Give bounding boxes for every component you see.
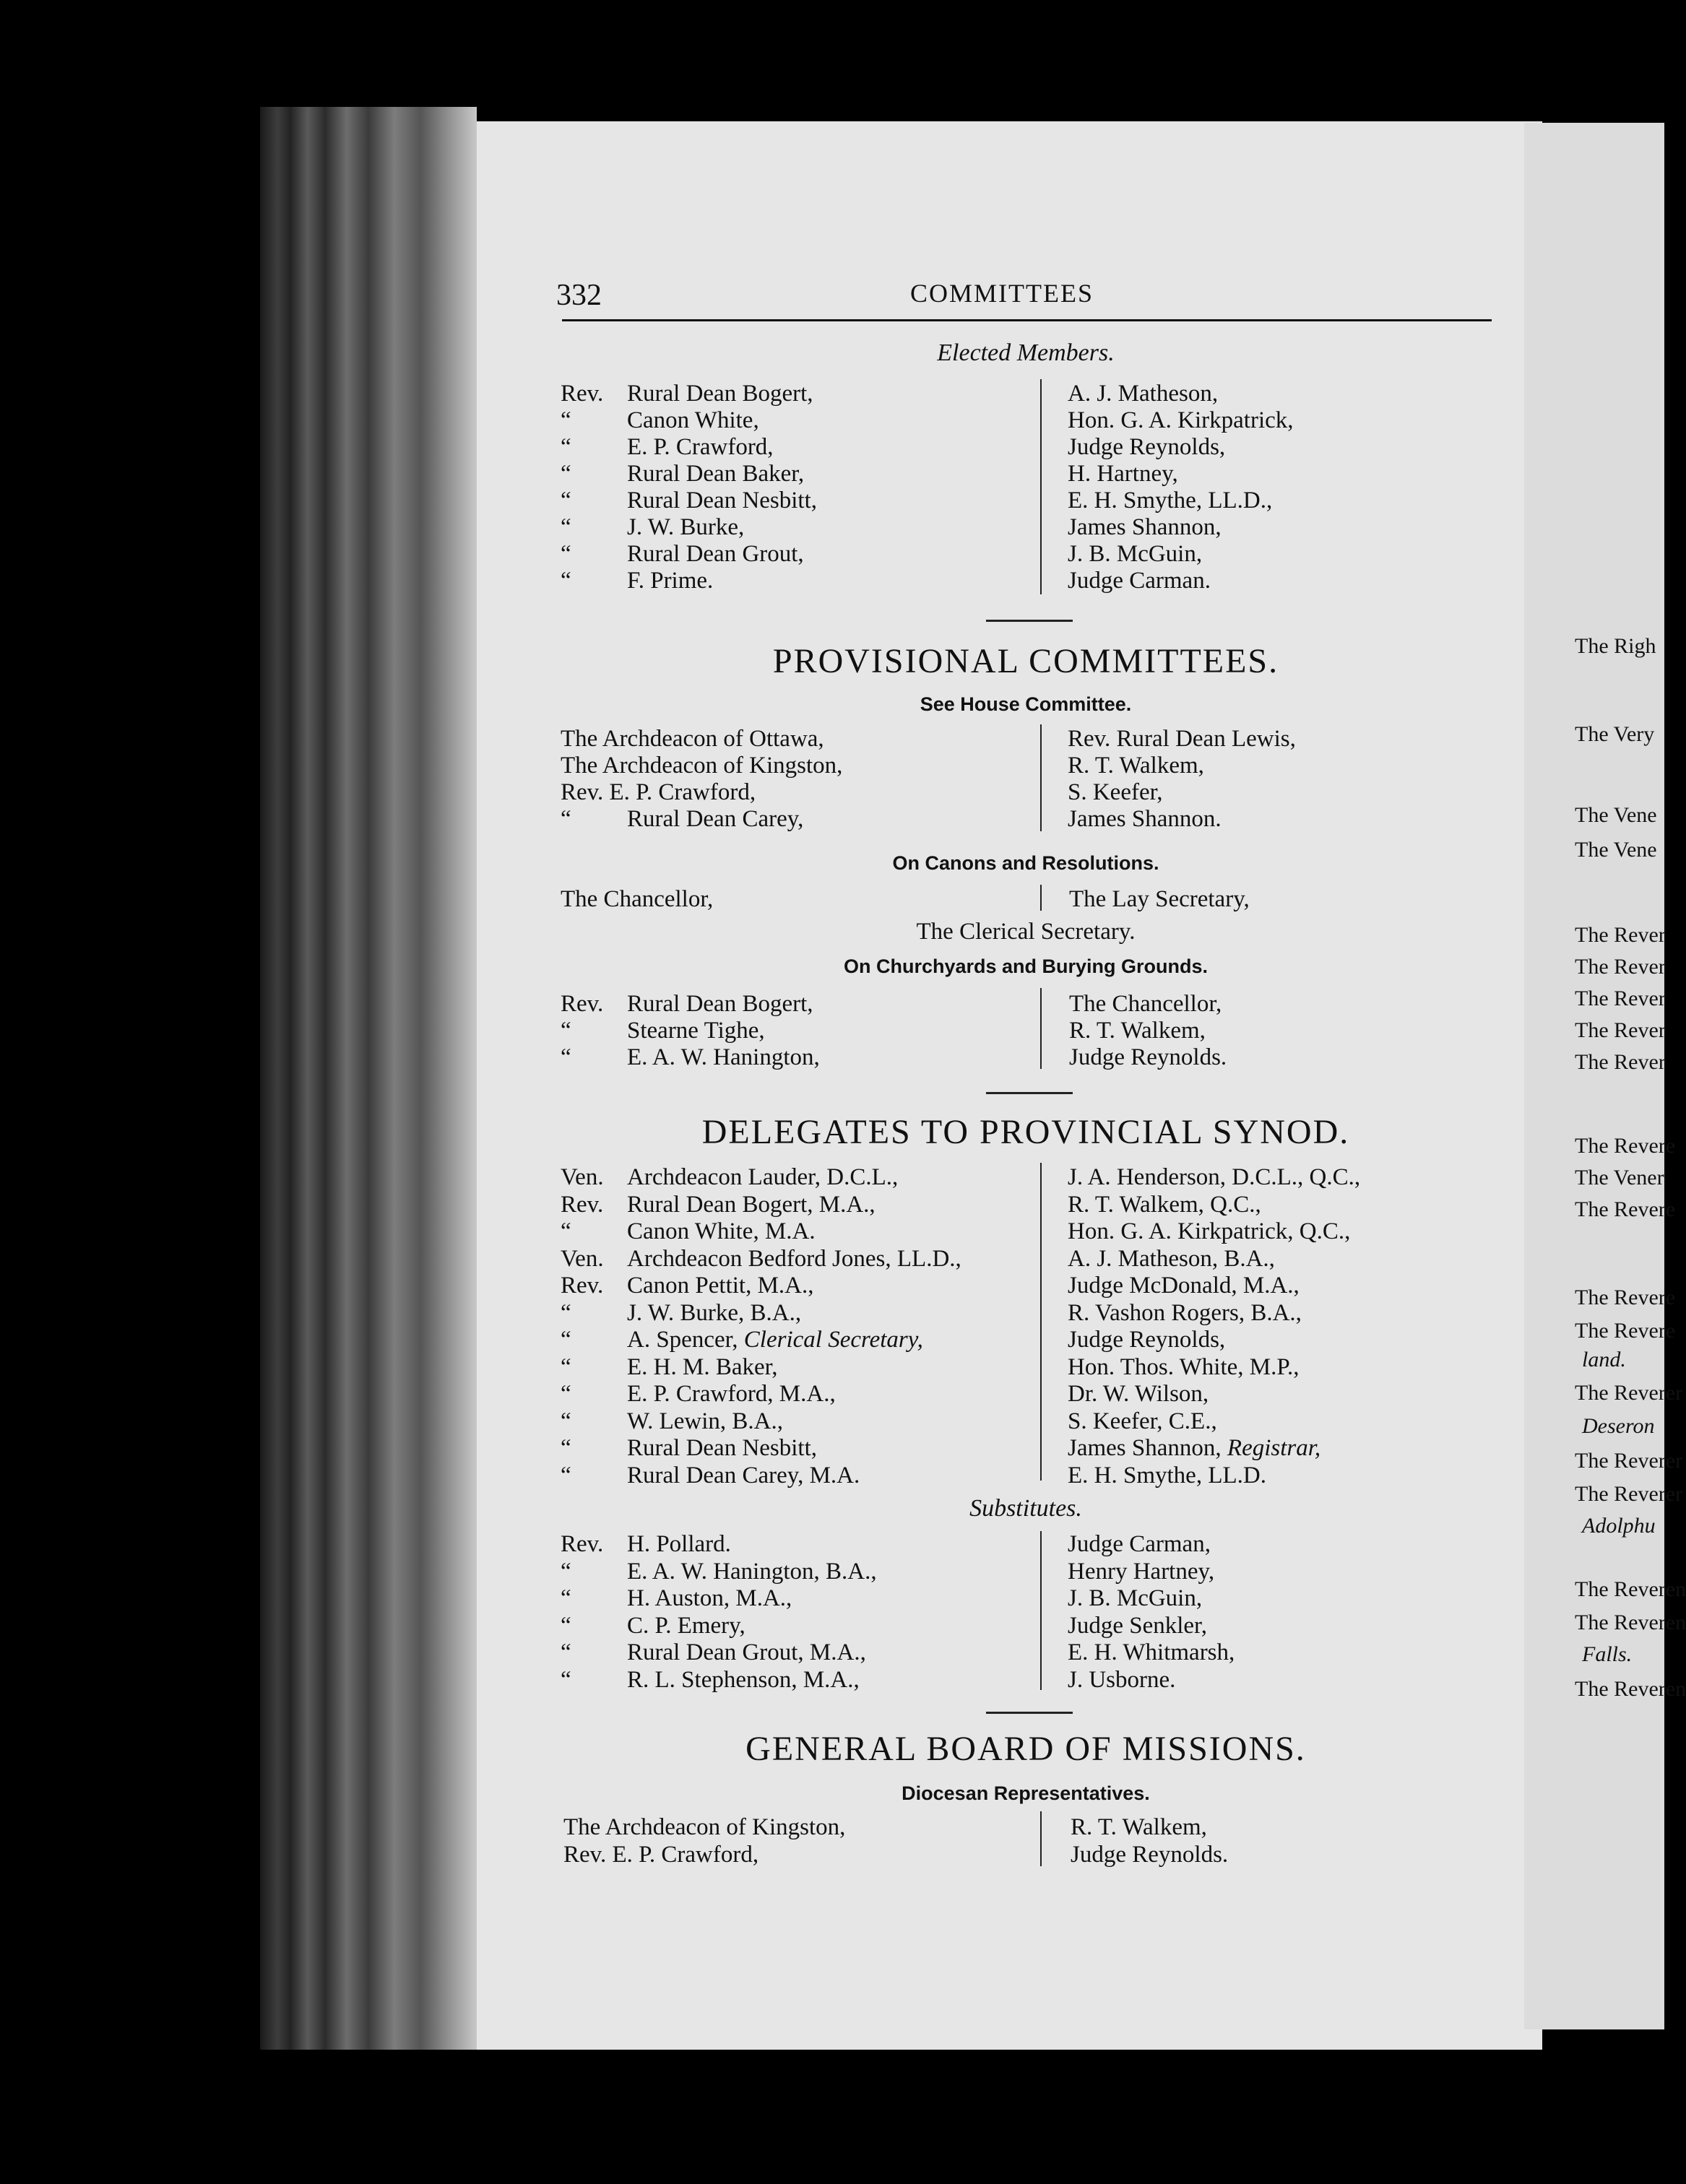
- entry-name: Hon. Thos. White, M.P.,: [1068, 1353, 1300, 1380]
- committee-member: [561, 779, 756, 805]
- entry-prefix: “: [561, 1353, 571, 1380]
- entry-prefix: “: [561, 1044, 571, 1070]
- committee-member: S. Keefer,: [1068, 779, 1163, 805]
- elected-member: James Shannon,: [1068, 514, 1222, 540]
- right-page-fragment: The Rever: [1575, 1050, 1666, 1074]
- entry-name: H. Pollard.: [627, 1531, 731, 1557]
- running-title: COMMITTEES: [910, 279, 1094, 308]
- entry-prefix: “: [561, 1408, 571, 1434]
- column-divider: [1040, 988, 1042, 1069]
- entry-name: Rural Dean Bogert,: [627, 991, 813, 1017]
- substitute: J. B. McGuin,: [1068, 1585, 1203, 1611]
- entry-name: Judge Reynolds,: [1068, 1327, 1226, 1353]
- entry-prefix: “: [561, 514, 571, 540]
- right-page-fragment: The Vene: [1575, 838, 1657, 862]
- delegate: [561, 1218, 816, 1244]
- section-rule: [986, 1712, 1073, 1714]
- entry-name: Dr. W. Wilson,: [1068, 1381, 1209, 1407]
- entry-name: E. A. W. Hanington, B.A.,: [627, 1558, 877, 1585]
- elected-member: [561, 461, 804, 487]
- entry-prefix: Rev.: [561, 381, 604, 407]
- entry-prefix: “: [561, 1299, 571, 1326]
- house-heading: See House Committee.: [920, 693, 1132, 715]
- committee-member: [561, 753, 842, 779]
- substitute: [561, 1667, 860, 1693]
- elected-member: J. B. McGuin,: [1068, 541, 1203, 567]
- provisional-title: PROVISIONAL COMMITTEES.: [772, 642, 1279, 680]
- entry-prefix: Rev.: [561, 1273, 604, 1299]
- entry-prefix: “: [561, 461, 571, 487]
- entry-role: Clerical Secretary,: [743, 1327, 923, 1353]
- column-divider: [1040, 724, 1042, 831]
- entry-prefix: “: [561, 541, 571, 567]
- entry-name: A. J. Matheson, B.A.,: [1068, 1245, 1275, 1272]
- entry-name: R. Vashon Rogers, B.A.,: [1068, 1299, 1302, 1326]
- entry-prefix: “: [561, 568, 571, 594]
- right-page-fragment: The Reverer: [1575, 1482, 1683, 1506]
- substitute: [561, 1613, 745, 1639]
- entry-name: Stearne Tighe,: [627, 1018, 765, 1044]
- delegate: [1068, 1246, 1275, 1272]
- header-rule: [562, 319, 1492, 321]
- entry-name: Rural Dean Bogert, M.A.,: [627, 1191, 876, 1218]
- entry-name: Judge McDonald, M.A.,: [1068, 1273, 1300, 1299]
- entry-prefix: “: [561, 1462, 571, 1488]
- elected-member: E. H. Smythe, LL.D.,: [1068, 488, 1273, 514]
- entry-name: Rural Dean Grout,: [627, 541, 804, 567]
- column-divider: [1040, 1531, 1042, 1690]
- entry-name: E. P. Crawford, M.A.,: [627, 1381, 836, 1407]
- entry-prefix: “: [561, 488, 571, 514]
- delegate: [561, 1408, 783, 1434]
- entry-prefix: “: [561, 1558, 571, 1585]
- elected-members-heading: Elected Members.: [937, 339, 1115, 366]
- elected-member: A. J. Matheson,: [1068, 381, 1219, 407]
- delegate: [1068, 1327, 1225, 1353]
- entry-prefix: “: [561, 1018, 571, 1044]
- entry-name: R. L. Stephenson, M.A.,: [627, 1666, 860, 1693]
- page-header: [556, 278, 1492, 321]
- right-page-fragment: The Rever: [1575, 987, 1666, 1010]
- entry-name: W. Lewin, B.A.,: [627, 1408, 784, 1434]
- diocesan-representative: Rev. E. P. Crawford,: [563, 1842, 759, 1868]
- entry-name: Rural Dean Nesbitt,: [627, 1435, 818, 1461]
- entry-name: A. Spencer,: [627, 1327, 744, 1353]
- delegate: [1068, 1354, 1300, 1380]
- book-spine: [260, 107, 477, 2050]
- committee-member: [561, 991, 813, 1017]
- committee-member: The Chancellor,: [1069, 991, 1222, 1017]
- right-page-fragment: The Righ: [1575, 634, 1656, 658]
- right-page-fragment: The Vene: [1575, 803, 1657, 827]
- elected-member: [561, 541, 804, 567]
- entry-prefix: “: [561, 1435, 571, 1461]
- canons-heading: On Canons and Resolutions.: [892, 852, 1159, 874]
- elected-member: [561, 434, 774, 460]
- right-page-fragment: The Rever: [1575, 923, 1666, 947]
- entry-name: J. W. Burke, B.A.,: [627, 1299, 802, 1326]
- delegate: [561, 1273, 814, 1299]
- entry-name: Rural Dean Baker,: [627, 461, 805, 487]
- right-page-fragment: land.: [1582, 1348, 1626, 1372]
- entry-prefix: “: [561, 806, 571, 832]
- diocesan-heading: Diocesan Representatives.: [902, 1782, 1150, 1804]
- delegate: [1068, 1218, 1350, 1244]
- delegate: [561, 1381, 836, 1407]
- committee-member: James Shannon.: [1068, 806, 1222, 832]
- delegate: [561, 1192, 876, 1218]
- entry-name: Archdeacon Lauder, D.C.L.,: [627, 1164, 899, 1190]
- entry-prefix: Ven.: [561, 1245, 604, 1272]
- substitute: J. Usborne.: [1068, 1666, 1176, 1693]
- right-page-fragment: The Revere: [1575, 1197, 1676, 1221]
- delegate: [1068, 1435, 1320, 1461]
- entry-name: H. Auston, M.A.,: [627, 1585, 792, 1611]
- substitute: [561, 1559, 877, 1585]
- column-divider: [1040, 1811, 1042, 1866]
- entry-prefix: “: [561, 1666, 571, 1693]
- entry-name: Rural Dean Nesbitt,: [627, 488, 818, 514]
- diocesan-representative: R. T. Walkem,: [1071, 1814, 1207, 1840]
- entry-name: E. P. Crawford,: [627, 434, 774, 460]
- entry-name: The Archdeacon of Ottawa,: [561, 726, 824, 752]
- entry-name: The Archdeacon of Kingston,: [561, 753, 843, 779]
- entry-prefix: “: [561, 1218, 571, 1244]
- committee-member: [561, 1018, 765, 1044]
- delegate: [561, 1462, 860, 1488]
- committee-member: [561, 806, 803, 832]
- entry-name: Rural Dean Bogert,: [627, 381, 813, 407]
- entry-prefix: “: [561, 1585, 571, 1611]
- right-page-fragment: The Vener: [1575, 1166, 1664, 1190]
- committee-member: R. T. Walkem,: [1069, 1018, 1206, 1044]
- committee-member: Judge Reynolds.: [1069, 1044, 1227, 1070]
- delegate: [1068, 1300, 1302, 1326]
- delegate: [1068, 1408, 1217, 1434]
- entry-prefix: Rev.: [561, 991, 604, 1017]
- delegate: [561, 1327, 923, 1353]
- elected-member: [561, 381, 813, 407]
- elected-member: [561, 407, 759, 433]
- entry-prefix: “: [561, 407, 571, 433]
- entry-role: Registrar,: [1227, 1435, 1321, 1461]
- canons-left: The Chancellor,: [561, 886, 714, 912]
- entry-prefix: “: [561, 1327, 571, 1353]
- entry-name: Hon. G. A. Kirkpatrick, Q.C.,: [1068, 1218, 1351, 1244]
- entry-name: James Shannon,: [1068, 1435, 1227, 1461]
- section-rule: [986, 620, 1073, 622]
- substitute: [561, 1531, 731, 1557]
- entry-name: R. T. Walkem, Q.C.,: [1068, 1191, 1261, 1218]
- column-divider: [1040, 1163, 1042, 1481]
- entry-name: Canon White, M.A.: [627, 1218, 816, 1244]
- delegate: [561, 1164, 898, 1190]
- entry-name: Canon White,: [627, 407, 759, 433]
- delegate: [561, 1300, 801, 1326]
- entry-prefix: “: [561, 1381, 571, 1407]
- substitute: Henry Hartney,: [1068, 1558, 1215, 1585]
- elected-member: [561, 514, 744, 540]
- entry-prefix: Ven.: [561, 1164, 604, 1190]
- committee-member: [561, 1044, 820, 1070]
- entry-prefix: “: [561, 1612, 571, 1639]
- substitute: [561, 1639, 866, 1665]
- canons-center: The Clerical Secretary.: [916, 919, 1136, 945]
- substitute: E. H. Whitmarsh,: [1068, 1639, 1235, 1665]
- substitute: [561, 1585, 792, 1611]
- entry-name: E. A. W. Hanington,: [627, 1044, 820, 1070]
- canons-right: The Lay Secretary,: [1069, 886, 1250, 912]
- entry-name: E. H. M. Baker,: [627, 1353, 778, 1380]
- section-rule: [986, 1092, 1073, 1094]
- right-page-fragment: Adolphu: [1582, 1514, 1656, 1538]
- page-number: 332: [556, 279, 602, 312]
- committee-member: [561, 726, 824, 752]
- elected-member: [561, 488, 817, 514]
- right-page-fragment: The Revere: [1575, 1286, 1676, 1309]
- entry-name: E. H. Smythe, LL.D.: [1068, 1462, 1266, 1488]
- right-page-fragment: The Very: [1575, 722, 1655, 746]
- delegate: [561, 1435, 817, 1461]
- entry-name: Rural Dean Grout, M.A.,: [627, 1639, 866, 1665]
- right-page-fragment: The Reveren: [1575, 1611, 1686, 1634]
- right-page-fragment: The Revere: [1575, 1134, 1676, 1158]
- missions-title: GENERAL BOARD OF MISSIONS.: [745, 1730, 1306, 1768]
- delegate: [1068, 1381, 1209, 1407]
- delegate: [1068, 1164, 1360, 1190]
- diocesan-representative: The Archdeacon of Kingston,: [563, 1814, 846, 1840]
- entry-name: J. W. Burke,: [627, 514, 745, 540]
- delegate: [561, 1246, 961, 1272]
- delegate: [1068, 1462, 1266, 1488]
- column-divider: [1040, 885, 1042, 911]
- entry-prefix: Rev.: [561, 1191, 604, 1218]
- substitute: Judge Senkler,: [1068, 1612, 1207, 1639]
- elected-member: Judge Reynolds,: [1068, 434, 1226, 460]
- delegate: [1068, 1192, 1261, 1218]
- entry-name: Rural Dean Carey,: [627, 806, 804, 832]
- delegate: [1068, 1273, 1300, 1299]
- entry-name: Rev. E. P. Crawford,: [561, 779, 756, 805]
- committee-member: R. T. Walkem,: [1068, 753, 1204, 779]
- column-divider: [1040, 379, 1042, 594]
- right-page-fragment: Deseron: [1582, 1414, 1655, 1438]
- right-page-fragment: The Rever: [1575, 955, 1666, 979]
- entry-name: C. P. Emery,: [627, 1612, 745, 1639]
- right-page-fragment: The Rever: [1575, 1018, 1666, 1042]
- right-page-fragment: The Revere: [1575, 1319, 1676, 1343]
- delegates-title: DELEGATES TO PROVINCIAL SYNOD.: [701, 1113, 1350, 1151]
- entry-name: Archdeacon Bedford Jones, LL.D.,: [627, 1245, 961, 1272]
- elected-member: Hon. G. A. Kirkpatrick,: [1068, 407, 1294, 433]
- entry-prefix: “: [561, 1639, 571, 1665]
- entry-name: F. Prime.: [627, 568, 714, 594]
- committee-member: Rev. Rural Dean Lewis,: [1068, 726, 1296, 752]
- right-page-fragment: The Reveren: [1575, 1577, 1686, 1601]
- elected-member: [561, 568, 713, 594]
- substitutes-heading: Substitutes.: [969, 1495, 1082, 1522]
- elected-member: H. Hartney,: [1068, 461, 1178, 487]
- entry-name: J. A. Henderson, D.C.L., Q.C.,: [1068, 1164, 1361, 1190]
- right-page-fragment: The Reverer: [1575, 1381, 1683, 1405]
- churchyards-heading: On Churchyards and Burying Grounds.: [843, 956, 1209, 977]
- right-page-fragment: Falls.: [1582, 1642, 1633, 1666]
- right-page-fragment: The Reverer: [1575, 1449, 1683, 1473]
- entry-name: S. Keefer, C.E.,: [1068, 1408, 1217, 1434]
- delegate: [561, 1354, 778, 1380]
- entry-name: Canon Pettit, M.A.,: [627, 1273, 814, 1299]
- right-page: [1524, 123, 1686, 2029]
- entry-prefix: Rev.: [561, 1531, 604, 1557]
- substitute: Judge Carman,: [1068, 1531, 1211, 1557]
- entry-name: Rural Dean Carey, M.A.: [627, 1462, 860, 1488]
- diocesan-representative: Judge Reynolds.: [1071, 1842, 1229, 1868]
- right-page-fragment: The Reveren: [1575, 1677, 1686, 1701]
- entry-prefix: “: [561, 434, 571, 460]
- elected-member: Judge Carman.: [1068, 568, 1211, 594]
